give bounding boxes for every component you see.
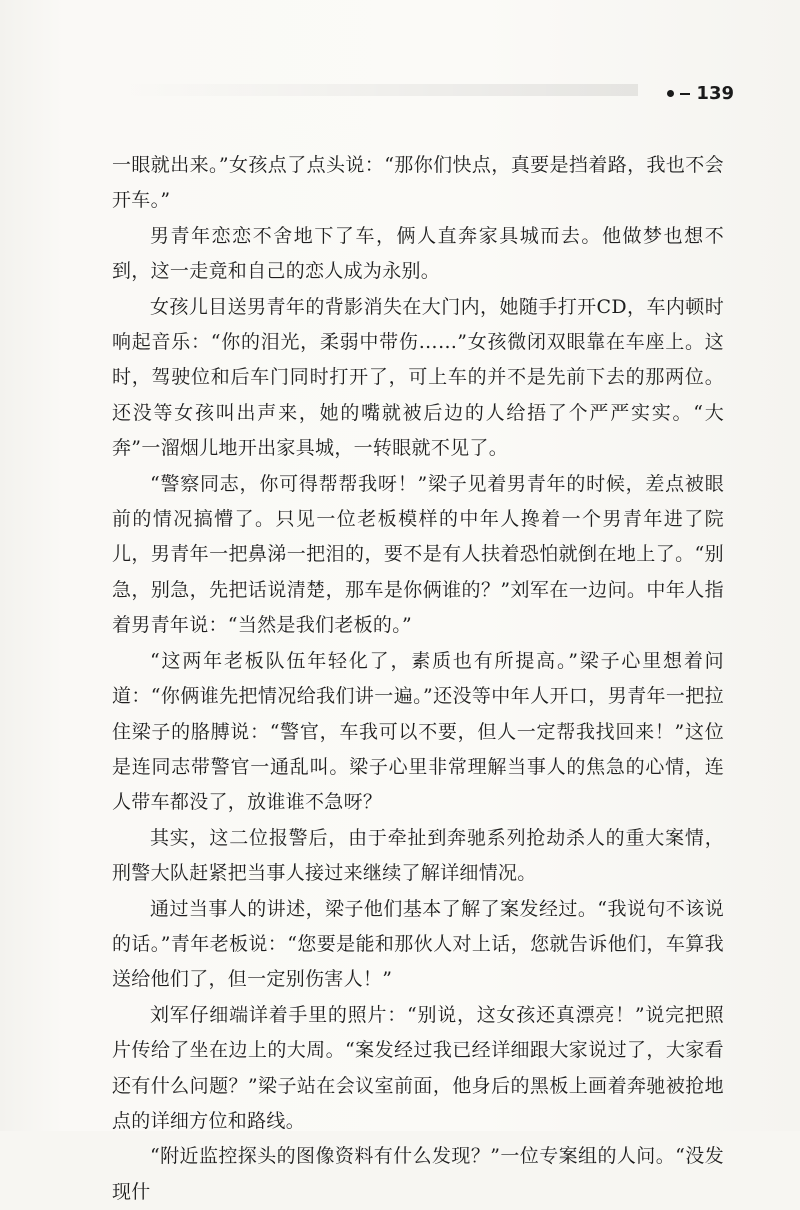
paragraph: 其实，这二位报警后，由于牵扯到奔驰系列抢劫杀人的重大案情，刑警大队赶紧把当事人接过来继续了解详细情况。: [112, 826, 724, 885]
paragraph: 通过当事人的讲述，梁子他们基本了解了案发经过。“我说句不该说的话。”青年老板说：“您要是能和那伙人对上话，您就告诉他们，车算我送给他们了，但一定别伤害人！”: [112, 897, 724, 991]
paragraph: 男青年恋恋不舍地下了车，俩人直奔家具城而去。他做梦也想不到，这一走竟和自己的恋人成为永别。: [112, 224, 724, 283]
paragraph: “附近监控探头的图像资料有什么发现？”一位专案组的人问。“没发现什: [112, 1145, 724, 1203]
dash-decoration: [680, 93, 690, 95]
paragraph: 女孩儿目送男青年的背影消失在大门内，她随手打开CD，车内顿时响起音乐：“你的泪光，柔弱中带伤……”女孩微闭双眼靠在车座上。这时，驾驶位和后车门同时打开了，可上车的并不是先前下去的那两位。还没等女孩叫出声来，她的嘴就被后边的人给捂了个严严实实。“大奔”一溜烟儿地开出家具城，一转眼就不见了。: [112, 295, 724, 460]
page-number: [667, 83, 734, 104]
body-text: [112, 148, 724, 1210]
page-number-text: 139: [696, 83, 734, 104]
paragraph: “警察同志，你可得帮帮我呀！”梁子见着男青年的时候，差点被眼前的情况搞懵了。只见一位老板模样的中年人搀着一个男青年进了院儿，男青年一把鼻涕一把泪的，要不是有人扶着恐怕就倒在地上了。“别急，别急，先把话说清楚，那车是你俩谁的？”刘军在一边问。中年人指着男青年说：“当然是我们老板的。”: [112, 472, 724, 637]
header-rule: [118, 84, 638, 96]
paragraph: “这两年老板队伍年轻化了，素质也有所提高。”梁子心里想着问道：“你俩谁先把情况给我们讲一遍。”还没等中年人开口，男青年一把拉住梁子的胳膊说：“警官，车我可以不要，但人一定帮我找回来！”这位是连同志带警官一通乱叫。梁子心里非常理解当事人的焦急的心情，连人带车都没了，放谁谁不急呀？: [112, 649, 724, 814]
bullet-icon: [667, 90, 674, 97]
paragraph: 刘军仔细端详着手里的照片：“别说，这女孩还真漂亮！”说完把照片传给了坐在边上的大周。“案发经过我已经详细跟大家说过了，大家看还有什么问题？”梁子站在会议室前面，他身后的黑板上画着奔驰被抢地点的详细方位和路线。: [112, 1003, 724, 1132]
paragraph: 一眼就出来。”女孩点了点头说：“那你们快点，真要是挡着路，我也不会开车。”: [112, 154, 724, 212]
